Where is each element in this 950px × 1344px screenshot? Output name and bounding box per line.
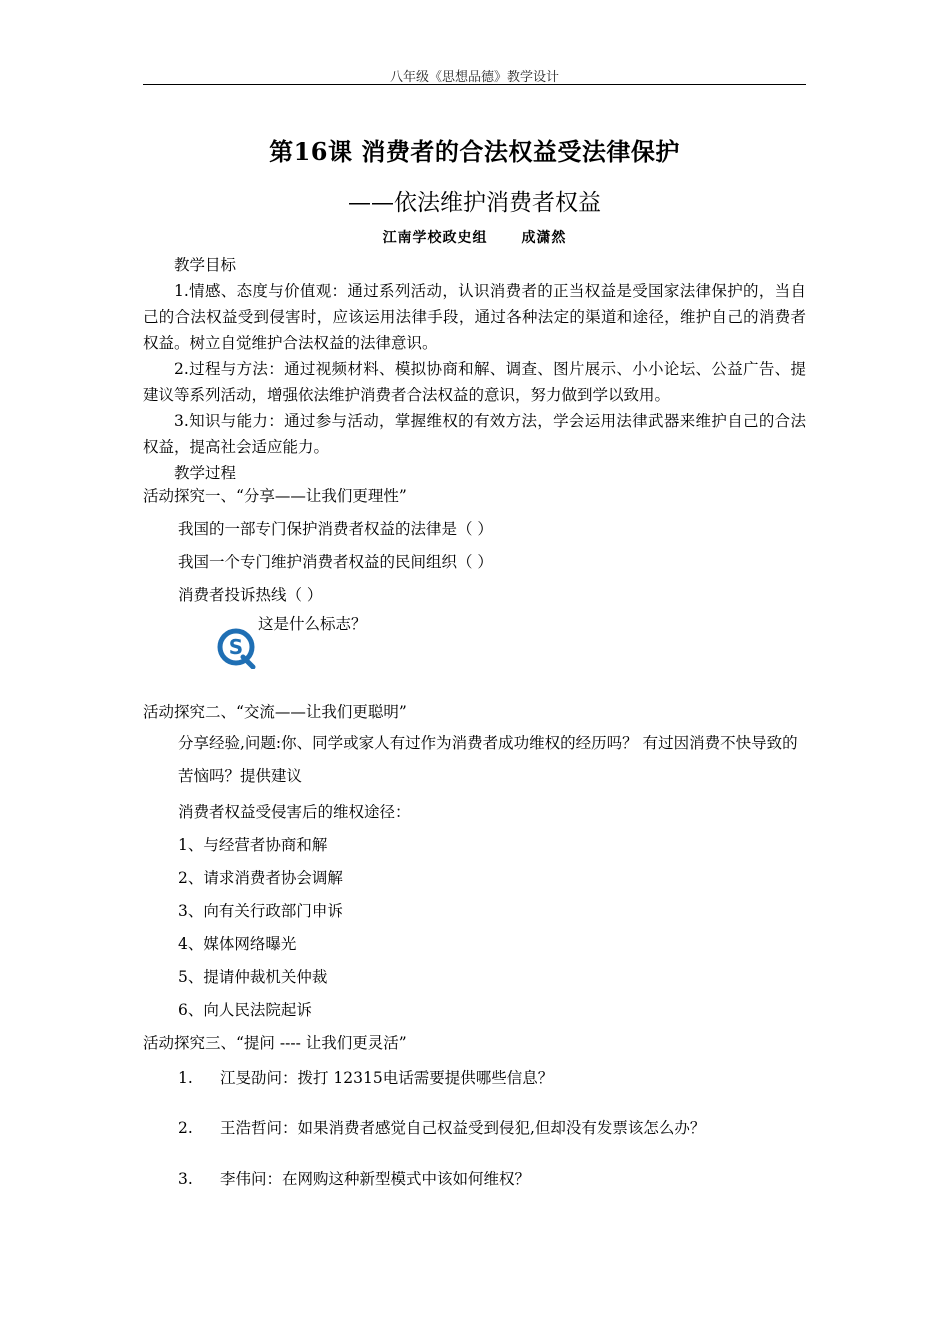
objectives-section	[143, 252, 806, 486]
logo-q-tail	[243, 657, 253, 667]
author-line	[143, 227, 806, 247]
logo-s-letter: S	[228, 635, 244, 659]
route-item: 1、与经营者协商和解	[178, 836, 328, 854]
question-number: 3.	[178, 1170, 193, 1188]
lesson-title: 第16课 消费者的合法权益受法律保护	[269, 137, 680, 166]
activity3-question	[178, 1116, 806, 1138]
routes-label: 消费者权益受侵害后的维权途径：	[178, 803, 411, 821]
lesson-subtitle: ——依法维护消费者权益	[348, 190, 601, 216]
activity3-question	[178, 1066, 806, 1088]
objective-item: 1.情感、态度与价值观：通过系列活动，认识消费者的正当权益是受国家法律保护的，当自己的合法权益受到侵害时，应该运用法律手段，通过各种法定的渠道和途径，维护自己的消费者权益。树立自觉维护合法权益的法律意识。	[143, 282, 806, 352]
author-name: 成潇然	[521, 230, 567, 246]
route-item: 3、向有关行政部门申诉	[178, 902, 343, 920]
route-item: 5、提请仲裁机关仲裁	[178, 968, 328, 986]
question-text: 江旻劭问：拨打 12315电话需要提供哪些信息？	[220, 1069, 554, 1087]
activity2-heading: 活动探究二、“交流——让我们更聪明”	[143, 703, 407, 721]
activity1-question: 我国一个专门维护消费者权益的民间组织（ ）	[178, 553, 493, 571]
logo-question: 这是什么标志？	[258, 615, 367, 633]
objective-item: 3.知识与能力：通过参与活动，掌握维权的有效方法，学会运用法律武器来维护自己的合法权益，提高社会适应能力。	[143, 412, 806, 456]
route-item: 6、向人民法院起诉	[178, 1001, 312, 1019]
question-number: 2.	[178, 1119, 193, 1137]
quality-logo-icon	[216, 627, 256, 669]
activity1-question: 我国的一部专门保护消费者权益的法律是（ ）	[178, 520, 493, 538]
route-item: 2、请求消费者协会调解	[178, 869, 343, 887]
objectives-label: 教学目标	[174, 256, 237, 274]
question-text: 李伟问：在网购这种新型模式中该如何维权？	[220, 1170, 531, 1188]
header-rule	[143, 84, 806, 85]
author-school: 江南学校政史组	[382, 230, 488, 246]
process-label: 教学过程	[174, 464, 237, 482]
objective-item: 2.过程与方法：通过视频材料、模拟协商和解、调查、图片展示、小小论坛、公益广告、提建议等系列活动，增强依法维护消费者合法权益的意识，努力做到学以致用。	[143, 360, 806, 404]
route-item: 4、媒体网络曝光	[178, 935, 297, 953]
activity1-heading: 活动探究一、“分享——让我们更理性”	[143, 487, 407, 505]
question-number: 1.	[178, 1069, 193, 1087]
question-text: 王浩哲问：如果消费者感觉自己权益受到侵犯,但却没有发票该怎么办？	[220, 1119, 706, 1137]
activity3-question	[178, 1167, 806, 1189]
activity2-share: 分享经验,问题:你、同学或家人有过作为消费者成功维权的经历吗？ 有过因消费不快导致的苦恼吗？提供建议	[178, 734, 798, 785]
page-header: 八年级《思想品德》教学设计	[389, 70, 559, 85]
activity1-question: 消费者投诉热线（ ）	[178, 586, 323, 604]
activity3-heading: 活动探究三、“提问 ---- 让我们更灵活”	[143, 1034, 407, 1052]
